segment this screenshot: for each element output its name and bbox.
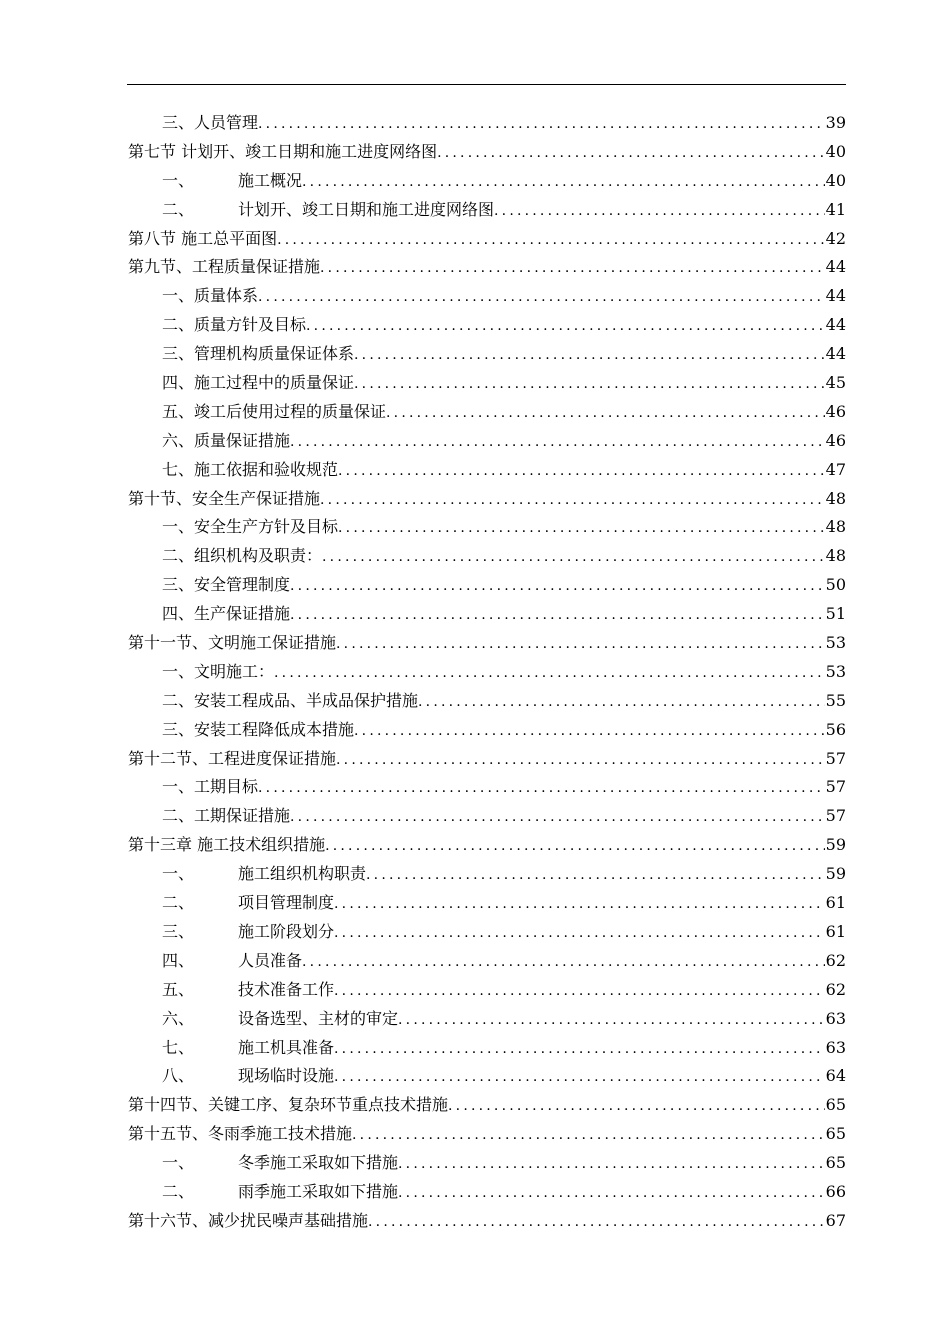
toc-page-number: 65 [825,1124,846,1144]
toc-page-number: 44 [825,344,846,364]
toc-leader-dots [354,341,825,370]
toc-page-number: 57 [825,748,846,768]
toc-leader-dots [494,197,825,226]
toc-entry-number: 二、 [162,199,195,219]
toc-page-number: 59 [825,835,846,855]
toc-page-number: 51 [825,604,846,624]
toc-leader-dots [306,312,825,341]
toc-entry-title: 一、安全生产方针及目标 [162,517,339,537]
toc-entry-number: 一、 [162,1153,195,1173]
toc-leader-dots [320,254,825,283]
toc-section-entry[interactable] [128,225,846,254]
toc-leader-dots [366,861,825,890]
toc-page-number: 53 [825,633,846,653]
toc-entry-title: 第八节 施工总平面图 [128,228,278,248]
toc-entry-label: 施工组织机构职责 [238,864,367,884]
toc-entry-label: 计划开、竣工日期和施工进度网络图 [238,199,495,219]
toc-entry-title: 六、质量保证措施 [162,430,291,450]
toc-entry-title [162,1034,334,1063]
toc-leader-dots [302,168,825,197]
toc-page-number: 53 [825,661,846,681]
toc-page-number: 46 [825,430,846,450]
toc-entry-title: 一、文明施工： [162,661,275,681]
toc-entry-number: 三、 [162,921,195,941]
toc-leader-dots [258,110,825,139]
toc-page-number: 62 [825,979,846,999]
toc-entry-title: 三、人员管理 [162,113,259,132]
toc-leader-dots [334,977,825,1006]
toc-leader-dots [290,572,825,601]
toc-page-number: 57 [825,806,846,826]
toc-entry-title: 四、生产保证措施 [162,604,291,624]
toc-page-number: 44 [825,257,846,277]
toc-entry-title: 第十节、安全生产保证措施 [128,488,321,508]
toc-page-number: 39 [825,113,846,132]
toc-entry-number: 六、 [162,1008,195,1028]
toc-subsection-entry[interactable] [128,542,846,571]
toc-entry-label: 人员准备 [238,950,303,970]
toc-page-number: 59 [825,864,846,884]
toc-entry-title: 五、竣工后使用过程的质量保证 [162,401,387,421]
toc-entry-title: 三、管理机构质量保证体系 [162,344,355,364]
toc-section-entry[interactable] [128,831,846,860]
toc-entry-label: 施工阶段划分 [238,921,335,941]
toc-subsection-entry[interactable] [128,571,846,600]
toc-leader-dots [302,948,825,977]
toc-page-number: 57 [825,777,846,797]
toc-page-number: 48 [825,546,846,566]
toc-leader-dots [386,399,825,428]
toc-page-number: 62 [825,950,846,970]
toc-page-number: 40 [825,170,846,190]
toc-page-number: 65 [825,1095,846,1115]
toc-entry-title: 第九节、工程质量保证措施 [128,257,321,277]
toc-entry-title [162,167,302,196]
toc-subsection-entry[interactable] [128,456,846,485]
toc-entry-number: 八、 [162,1066,195,1086]
toc-section-entry[interactable] [128,629,846,658]
toc-section-entry[interactable] [128,138,846,167]
toc-entry-title [162,947,302,976]
toc-subsection-entry[interactable] [128,716,846,745]
toc-page-number: 63 [825,1037,846,1057]
toc-subsection-entry[interactable] [128,369,846,398]
toc-page-number: 63 [825,1008,846,1028]
toc-page-number: 61 [825,921,846,941]
toc-section-entry[interactable] [128,253,846,282]
toc-subsection-entry[interactable] [128,167,846,196]
toc-leader-dots [258,283,825,312]
toc-subsection-entry[interactable] [128,889,846,918]
toc-entry-title: 二、安装工程成品、半成品保护措施 [162,690,419,710]
toc-entry-title: 第七节 计划开、竣工日期和施工进度网络图 [128,141,438,161]
toc-subsection-entry[interactable] [128,860,846,889]
toc-page-number: 50 [825,575,846,595]
toc-entry-title [162,196,494,225]
toc-leader-dots [258,774,825,803]
toc-leader-dots [448,1092,825,1121]
toc-entry-title [162,889,334,918]
toc-entry-title: 一、质量体系 [162,286,259,306]
toc-page-number: 41 [825,199,846,219]
toc-leader-dots [274,659,825,688]
toc-page-number: 44 [825,286,846,306]
toc-subsection-entry[interactable] [128,282,846,311]
toc-entry-title: 第十五节、冬雨季施工技术措施 [128,1124,353,1144]
table-of-contents [128,109,846,1236]
toc-page-number: 48 [825,517,846,537]
toc-subsection-entry[interactable] [128,1005,846,1034]
toc-entry-title: 一、工期目标 [162,777,259,797]
toc-subsection-entry[interactable] [128,398,846,427]
toc-page-number: 66 [825,1181,846,1201]
toc-leader-dots [418,688,825,717]
toc-section-entry[interactable] [128,1120,846,1149]
toc-page-number: 46 [825,401,846,421]
toc-leader-dots [290,428,825,457]
toc-page-number: 47 [825,459,846,479]
toc-entry-number: 一、 [162,170,195,190]
toc-entry-title: 第十一节、文明施工保证措施 [128,633,337,653]
toc-subsection-entry[interactable] [128,196,846,225]
toc-entry-number: 二、 [162,893,195,913]
toc-subsection-entry[interactable] [128,600,846,629]
toc-entry-label: 冬季施工采取如下措施 [238,1153,399,1173]
toc-entry-title [162,918,334,947]
toc-entry-title [162,1149,398,1178]
toc-entry-title: 第十三章 施工技术组织措施 [128,835,326,855]
toc-subsection-entry[interactable] [128,1062,846,1091]
toc-subsection-entry[interactable] [128,340,846,369]
toc-leader-dots [290,601,825,630]
toc-subsection-entry[interactable] [128,687,846,716]
toc-page-number: 67 [825,1210,846,1230]
toc-entry-label: 施工概况 [238,170,303,190]
toc-page-number: 42 [825,228,846,248]
toc-subsection-entry[interactable] [128,802,846,831]
toc-page-number: 64 [825,1066,846,1086]
toc-leader-dots [320,486,825,515]
toc-leader-dots [334,919,825,948]
toc-leader-dots [334,1035,825,1064]
toc-subsection-entry[interactable] [128,1149,846,1178]
toc-leader-dots [437,139,825,168]
toc-subsection-entry[interactable] [128,976,846,1005]
toc-subsection-entry[interactable] [128,947,846,976]
toc-entry-title [162,860,366,889]
toc-entry-title [162,1062,334,1091]
toc-leader-dots [354,370,825,399]
toc-leader-dots [368,1208,825,1237]
toc-leader-dots [334,1063,825,1092]
toc-section-entry[interactable] [128,745,846,774]
toc-entry-title: 第十二节、工程进度保证措施 [128,748,337,768]
toc-subsection-entry[interactable] [128,311,846,340]
toc-leader-dots [325,832,825,861]
toc-subsection-entry[interactable] [128,1178,846,1207]
toc-leader-dots [277,226,825,255]
toc-entry-label: 现场临时设施 [238,1066,335,1086]
toc-leader-dots [290,803,825,832]
toc-section-entry[interactable] [128,485,846,514]
toc-leader-dots [398,1150,825,1179]
toc-entry-label: 技术准备工作 [238,979,335,999]
toc-entry-title: 三、安全管理制度 [162,575,291,595]
toc-entry-label: 施工机具准备 [238,1037,335,1057]
toc-leader-dots [336,630,825,659]
toc-page-number: 65 [825,1153,846,1173]
toc-leader-dots [398,1179,825,1208]
toc-leader-dots [322,543,825,572]
toc-entry-title: 二、组织机构及职责： [162,546,323,566]
toc-section-entry[interactable] [128,1091,846,1120]
toc-leader-dots [334,890,825,919]
toc-entry-number: 七、 [162,1037,195,1057]
toc-entry-title: 七、施工依据和验收规范 [162,459,339,479]
toc-page-number: 61 [825,893,846,913]
toc-leader-dots [354,717,825,746]
toc-entry-label: 项目管理制度 [238,893,335,913]
toc-entry-title: 二、工期保证措施 [162,806,291,826]
toc-entry-title: 第十四节、关键工序、复杂环节重点技术措施 [128,1095,449,1115]
toc-leader-dots [338,457,825,486]
toc-subsection-entry[interactable] [128,1034,846,1063]
toc-entry-title: 四、施工过程中的质量保证 [162,373,355,393]
toc-leader-dots [338,514,825,543]
toc-page-number: 45 [825,373,846,393]
toc-leader-dots [336,746,825,775]
toc-page-number: 44 [825,315,846,335]
toc-entry-title: 三、安装工程降低成本措施 [162,719,355,739]
toc-entry-number: 四、 [162,950,195,970]
toc-entry-number: 一、 [162,864,195,884]
toc-page-number: 40 [825,141,846,161]
toc-leader-dots [352,1121,825,1150]
toc-entry-title: 二、质量方针及目标 [162,315,307,335]
toc-section-entry[interactable] [128,1207,846,1236]
toc-entry-label: 雨季施工采取如下措施 [238,1181,399,1201]
toc-subsection-entry[interactable] [128,513,846,542]
toc-page-number: 48 [825,488,846,508]
toc-subsection-entry[interactable] [128,427,846,456]
toc-subsection-entry[interactable] [128,773,846,802]
toc-entry-title [162,976,334,1005]
toc-subsection-entry[interactable] [128,658,846,687]
header-rule [127,84,846,85]
toc-entry-title: 第十六节、减少扰民噪声基础措施 [128,1210,369,1230]
toc-entry-label: 设备选型、主材的审定 [238,1008,399,1028]
toc-entry-number: 五、 [162,979,195,999]
toc-entry-title [162,1005,398,1034]
toc-subsection-entry[interactable] [128,109,846,138]
toc-entry-title [162,1178,398,1207]
toc-page-number: 56 [825,719,846,739]
toc-leader-dots [398,1006,825,1035]
toc-subsection-entry[interactable] [128,918,846,947]
toc-page-number: 55 [825,690,846,710]
toc-entry-number: 二、 [162,1181,195,1201]
